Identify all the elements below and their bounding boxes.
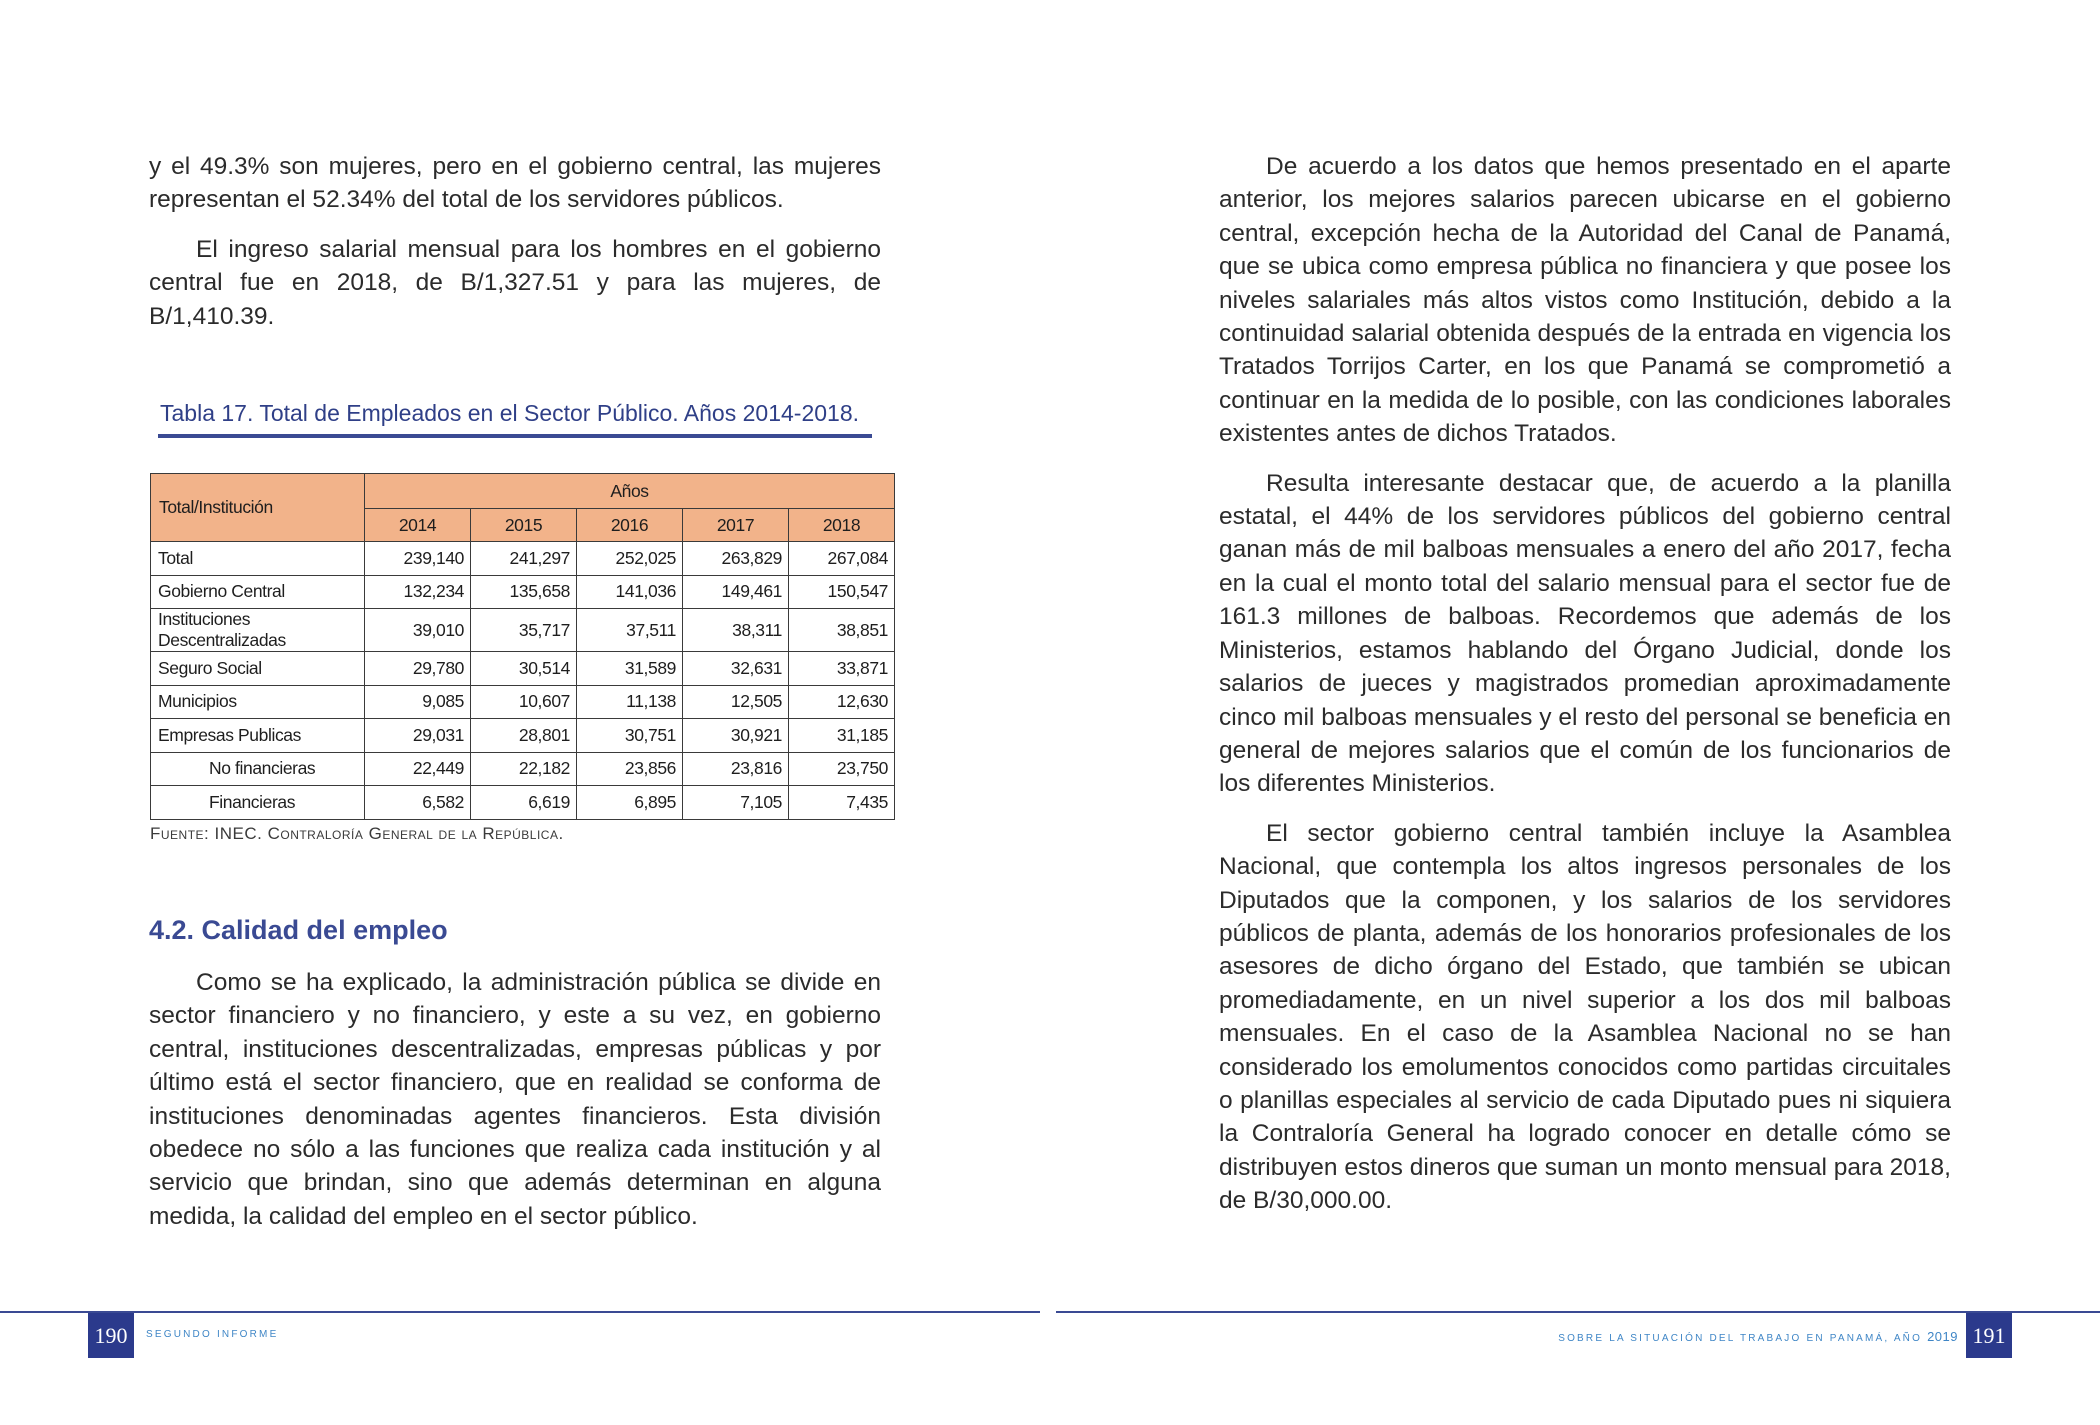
employees-table <box>150 473 895 820</box>
table-cell: 12,505 <box>683 685 789 719</box>
table-cell: 10,607 <box>471 685 577 719</box>
table-row <box>151 685 895 719</box>
table-cell: 38,851 <box>789 609 895 652</box>
table-cell: 29,031 <box>365 719 471 753</box>
table-row <box>151 786 895 820</box>
table-cell: 37,511 <box>577 609 683 652</box>
table-cell: 263,829 <box>683 542 789 576</box>
table-row <box>151 652 895 686</box>
table-cell: 23,750 <box>789 752 895 786</box>
table-cell: 30,751 <box>577 719 683 753</box>
table-body <box>151 542 895 820</box>
header-year: 2014 <box>365 509 471 542</box>
row-label: No financieras <box>151 752 365 786</box>
section-body <box>149 966 881 1233</box>
header-year: 2017 <box>683 509 789 542</box>
table-cell: 22,449 <box>365 752 471 786</box>
page-number-right: 191 <box>1966 1313 2012 1358</box>
table-cell: 35,717 <box>471 609 577 652</box>
table-cell: 31,589 <box>577 652 683 686</box>
right-paragraph-2: Resulta interesante destacar que, de acuerdo a la planilla estatal, el 44% de los servidores públicos del gobierno central ganan más de mil balboas mensuales a enero del año 2017, fecha en la cual el monto total del salario mensual para el sector fue de 161.3 millones de balboas. Recordemos que además de los Ministerios, estamos hablando del Órgano Judicial, donde los salarios de jueces y magistrados promedian aproximadamente cinco mil balboas mensuales y el resto del personal se beneficia en general de mejores salarios que el común de los funcionarios de los diferentes Ministerios. <box>1219 469 1951 798</box>
right-column <box>1219 150 1951 1218</box>
table-cell: 6,619 <box>471 786 577 820</box>
footer-title-right-text: SOBRE LA SITUACIÓN DEL TRABAJO EN PANAMÁ, AÑO <box>1558 1333 1923 1344</box>
table-cell: 29,780 <box>365 652 471 686</box>
footer-title-left: SEGUNDO INFORME <box>146 1329 279 1340</box>
intro-paragraph-2: El ingreso salarial mensual para los hombres en el gobierno central fue en 2018, de B/1,327.51 y para las mujeres, de B/1,410.39. <box>149 235 881 330</box>
section-paragraph: Como se ha explicado, la administración pública se divide en sector financiero y no financiero, y este a su vez, en gobierno central, instituciones descentralizadas, empresas públicas y por último está el sector financiero, que en realidad se conforma de instituciones denominadas agentes financieros. Esta división obedece no sólo a las funciones que realiza cada institución y al servicio que brindan, sino que además determinan en alguna medida, la calidad del empleo en el sector público. <box>149 969 881 1230</box>
table-cell: 30,921 <box>683 719 789 753</box>
table-cell: 38,311 <box>683 609 789 652</box>
table-cell: 239,140 <box>365 542 471 576</box>
table-cell: 33,871 <box>789 652 895 686</box>
table-cell: 6,582 <box>365 786 471 820</box>
row-label: Gobierno Central <box>151 575 365 609</box>
row-label: Total <box>151 542 365 576</box>
table-cell: 241,297 <box>471 542 577 576</box>
intro-paragraph-1: y el 49.3% son mujeres, pero en el gobierno central, las mujeres representan el 52.34% del total de los servidores públicos. <box>149 153 881 214</box>
section-heading: 4.2. Calidad del empleo <box>149 915 448 945</box>
table-cell: 28,801 <box>471 719 577 753</box>
table-cell: 132,234 <box>365 575 471 609</box>
table-cell: 7,435 <box>789 786 895 820</box>
footer-rule-right <box>1056 1311 2100 1313</box>
table-row <box>151 575 895 609</box>
footer-title-right <box>1558 1329 1958 1344</box>
table-title: Tabla 17. Total de Empleados en el Sector Público. Años 2014-2018. <box>160 400 859 426</box>
right-paragraph-1: De acuerdo a los datos que hemos presentado en el aparte anterior, los mejores salarios parecen ubicarse en el gobierno central, excepción hecha de la Autoridad del Canal de Panamá, que se ubica como empresa pública no financiera y que posee los niveles salariales más altos vistos como Institución, debido a la continuidad salarial obtenida después de la entrada en vigencia los Tratados Torrijos Carter, en los que Panamá se comprometió a continuar en la medida de lo posible, con las condiciones laborales existentes antes de dichos Tratados. <box>1219 153 1951 448</box>
table-cell: 9,085 <box>365 685 471 719</box>
table-cell: 12,630 <box>789 685 895 719</box>
table-cell: 6,895 <box>577 786 683 820</box>
table-cell: 39,010 <box>365 609 471 652</box>
header-year: 2015 <box>471 509 577 542</box>
row-label: Instituciones Descentralizadas <box>151 609 365 652</box>
source-text: INEC. Contraloría General de la República. <box>214 824 564 843</box>
right-paragraph-3: El sector gobierno central también incluye la Asamblea Nacional, que contempla los altos ingresos personales de los Diputados que la componen, y los salarios de los servidores públicos de planta, además de los honorarios profesionales de los asesores de dicho órgano del Estado, que también se ubican promediadamente, en un nivel superior a los dos mil balboas mensuales. En el caso de la Asamblea Nacional no se han considerado los emolumentos conocidos como partidas circuitales o planillas especiales al servicio de cada Diputado pues ni siquiera la Contraloría General ha logrado conocer en detalle cómo se distribuyen estos dineros que suman un monto mensual para 2018, de B/30,000.00. <box>1219 819 1951 1215</box>
table-cell: 22,182 <box>471 752 577 786</box>
row-label: Seguro Social <box>151 652 365 686</box>
footer-rule-left <box>0 1311 1040 1313</box>
left-intro <box>149 150 881 333</box>
table-row <box>151 609 895 652</box>
header-year: 2016 <box>577 509 683 542</box>
table-cell: 23,856 <box>577 752 683 786</box>
row-label: Municipios <box>151 685 365 719</box>
row-label: Financieras <box>151 786 365 820</box>
table-cell: 23,816 <box>683 752 789 786</box>
table-cell: 252,025 <box>577 542 683 576</box>
table-cell: 135,658 <box>471 575 577 609</box>
row-label: Empresas Publicas <box>151 719 365 753</box>
footer-year: 2019 <box>1927 1329 1958 1344</box>
table-cell: 150,547 <box>789 575 895 609</box>
table-row <box>151 542 895 576</box>
table-cell: 32,631 <box>683 652 789 686</box>
table-row <box>151 719 895 753</box>
table-cell: 7,105 <box>683 786 789 820</box>
header-years: Años <box>365 474 895 509</box>
header-year: 2018 <box>789 509 895 542</box>
table-cell: 141,036 <box>577 575 683 609</box>
table-cell: 11,138 <box>577 685 683 719</box>
table-cell: 30,514 <box>471 652 577 686</box>
table-header-row <box>151 474 895 509</box>
table-cell: 149,461 <box>683 575 789 609</box>
header-institution: Total/Institución <box>151 474 365 542</box>
page-number-left: 190 <box>88 1313 134 1358</box>
table-title-underline <box>158 434 872 438</box>
table-source <box>150 824 564 844</box>
table-cell: 31,185 <box>789 719 895 753</box>
source-label: Fuente: <box>150 824 210 843</box>
table-cell: 267,084 <box>789 542 895 576</box>
table-row <box>151 752 895 786</box>
